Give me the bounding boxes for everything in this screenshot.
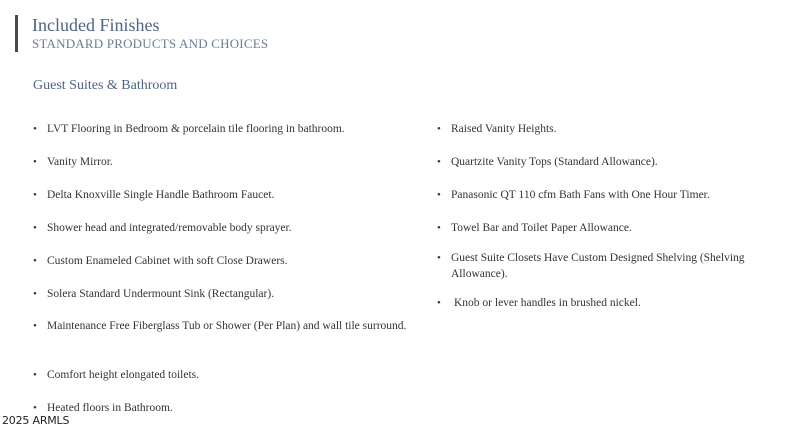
bullet: • [33,123,37,135]
list-item-text: Custom Enameled Cabinet with soft Close Drawers. [47,255,288,267]
list-item-text: Vanity Mirror. [47,156,113,168]
header [15,15,268,52]
bullet: • [33,320,37,332]
bullet: • [33,402,37,414]
list-item-text: Delta Knoxville Single Handle Bathroom Faucet. [47,189,275,201]
list-item-text: Shower head and integrated/removable body sprayer. [47,222,292,234]
bullet: • [437,189,441,201]
bullet: • [437,156,441,168]
bullet: • [33,222,37,234]
list-item-text: Panasonic QT 110 cfm Bath Fans with One Hour Timer. [451,189,710,201]
bullet: • [437,123,441,135]
section-heading: Guest Suites & Bathroom [33,78,178,93]
bullet: • [33,189,37,201]
copyright-footer: 2025 ARMLS [2,414,70,427]
list-item-text: Quartzite Vanity Tops (Standard Allowance). [451,156,658,168]
bullet: • [437,297,441,309]
bullet: • [437,222,441,234]
bullet: • [33,156,37,168]
bullet: • [33,369,37,381]
list-item-text: Raised Vanity Heights. [451,123,557,135]
list-item-text: Solera Standard Undermount Sink (Rectangular). [47,288,275,300]
list-item-text: Knob or lever handles in brushed nickel. [454,297,641,309]
page-title: Included Finishes [32,15,160,35]
list-item-text: Maintenance Free Fiberglass Tub or Shower (Per Plan) and wall tile surround. [47,320,407,332]
list-item-text: Guest Suite Closets Have Custom Designed Shelving (Shelving Allowance). [451,252,745,280]
bullet: • [437,252,441,264]
list-item-text: LVT Flooring in Bedroom & porcelain tile flooring in bathroom. [47,123,345,135]
list-item-text: Comfort height elongated toilets. [47,369,200,381]
list-item-text: Towel Bar and Toilet Paper Allowance. [451,222,632,234]
bullet: • [33,255,37,267]
bullet: • [33,288,37,300]
list-item-text: Heated floors in Bathroom. [47,402,173,414]
page-subtitle: STANDARD PRODUCTS AND CHOICES [32,36,269,51]
